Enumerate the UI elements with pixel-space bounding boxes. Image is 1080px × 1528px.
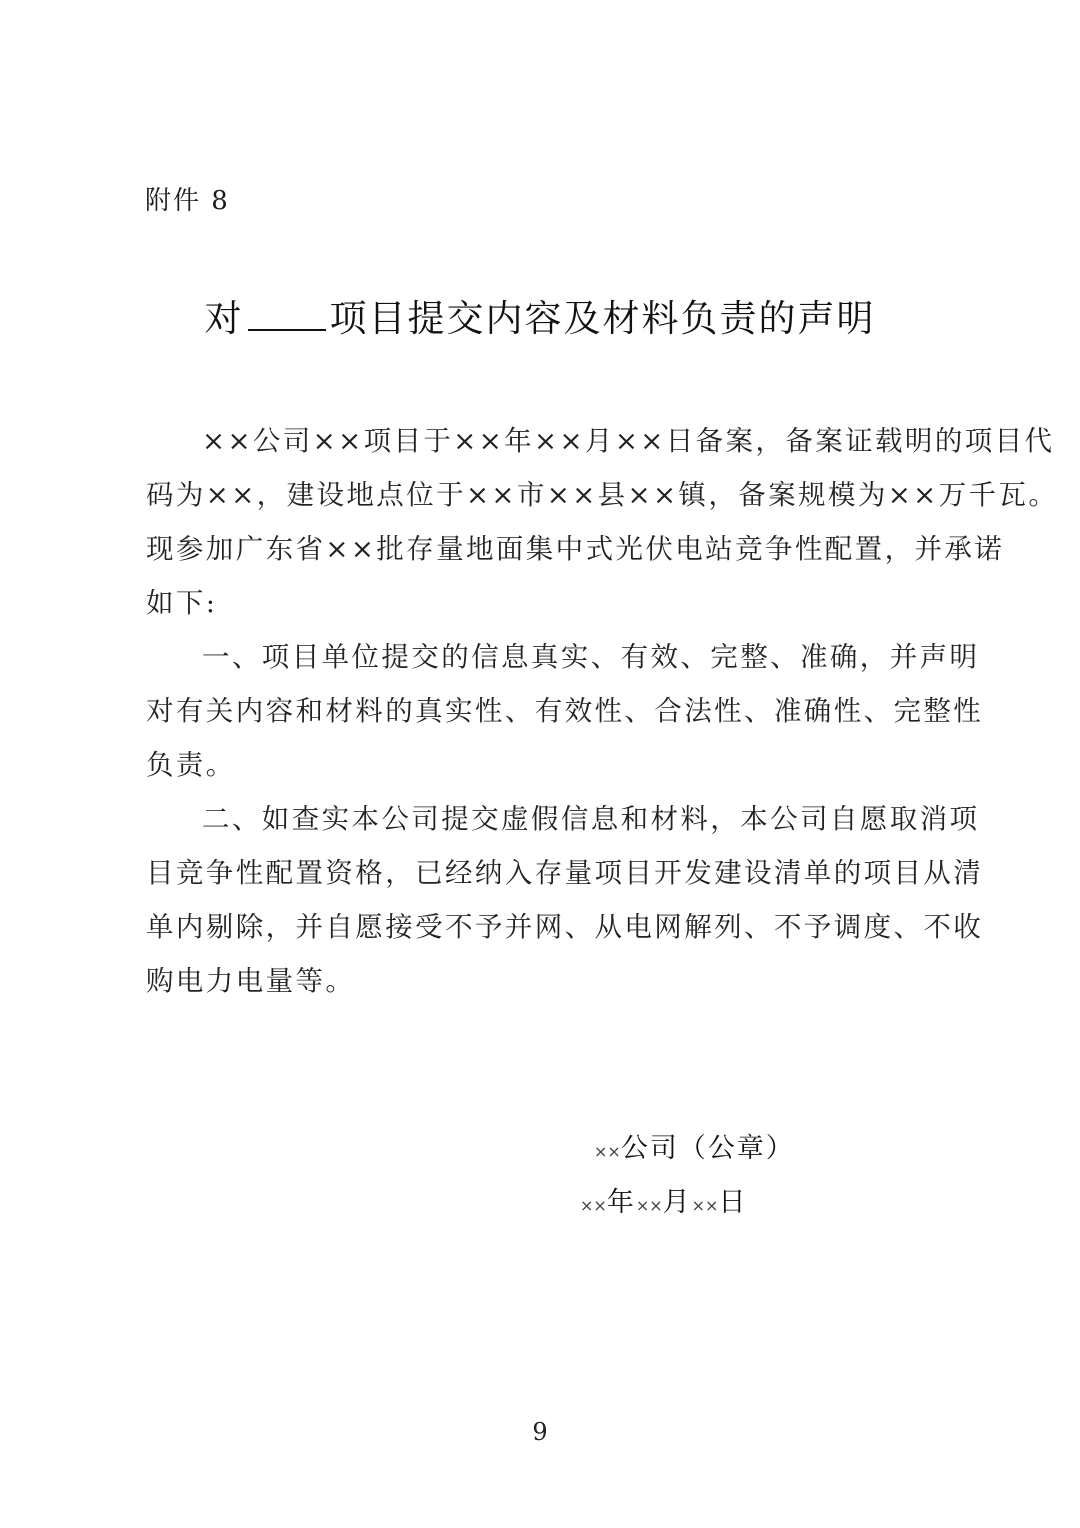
clause-one-line: 一、项目单位提交的信息真实、有效、完整、准确，并声明: [202, 641, 980, 673]
clause-one-line: 对有关内容和材料的真实性、有效性、合法性、准确性、完整性: [146, 695, 984, 727]
company-seal-label: 公司（公章）: [620, 1133, 795, 1164]
title-blank-field: [248, 299, 326, 331]
body-line: ××公司××项目于××年××月××日备案，备案证载明的项目代: [202, 425, 1055, 457]
page-number: 9: [532, 1418, 548, 1446]
attachment-label: 附件 8: [145, 186, 230, 216]
clause-two-line: 单内剔除，并自愿接受不予并网、从电网解列、不予调度、不收: [146, 911, 984, 943]
month-label: 月: [662, 1187, 692, 1218]
document-title: [0, 288, 1080, 342]
clause-two-line: 购电力电量等。: [146, 965, 356, 997]
day-placeholder: ××: [691, 1196, 719, 1215]
clause-two-line: 二、如查实本公司提交虚假信息和材料，本公司自愿取消项: [202, 803, 980, 835]
year-placeholder: ××: [580, 1196, 607, 1215]
body-line: 码为××，建设地点位于××市××县××镇，备案规模为××万千瓦。: [146, 479, 1059, 511]
month-placeholder: ××: [635, 1196, 663, 1215]
title-prefix: 对: [204, 297, 244, 340]
clause-one-line: 负责。: [146, 749, 236, 781]
clause-two-line: 目竞争性配置资格，已经纳入存量项目开发建设清单的项目从清: [146, 857, 984, 889]
year-label: 年: [606, 1187, 636, 1218]
company-placeholder: ××: [594, 1142, 621, 1161]
body-line: 现参加广东省××批存量地面集中式光伏电站竞争性配置，并承诺: [146, 533, 1005, 565]
title-suffix: 项目提交内容及材料负责的声明: [329, 297, 876, 340]
day-label: 日: [718, 1187, 748, 1218]
signature-date: [580, 1180, 747, 1219]
body-line: 如下:: [146, 587, 218, 619]
signature-company: [594, 1126, 795, 1165]
